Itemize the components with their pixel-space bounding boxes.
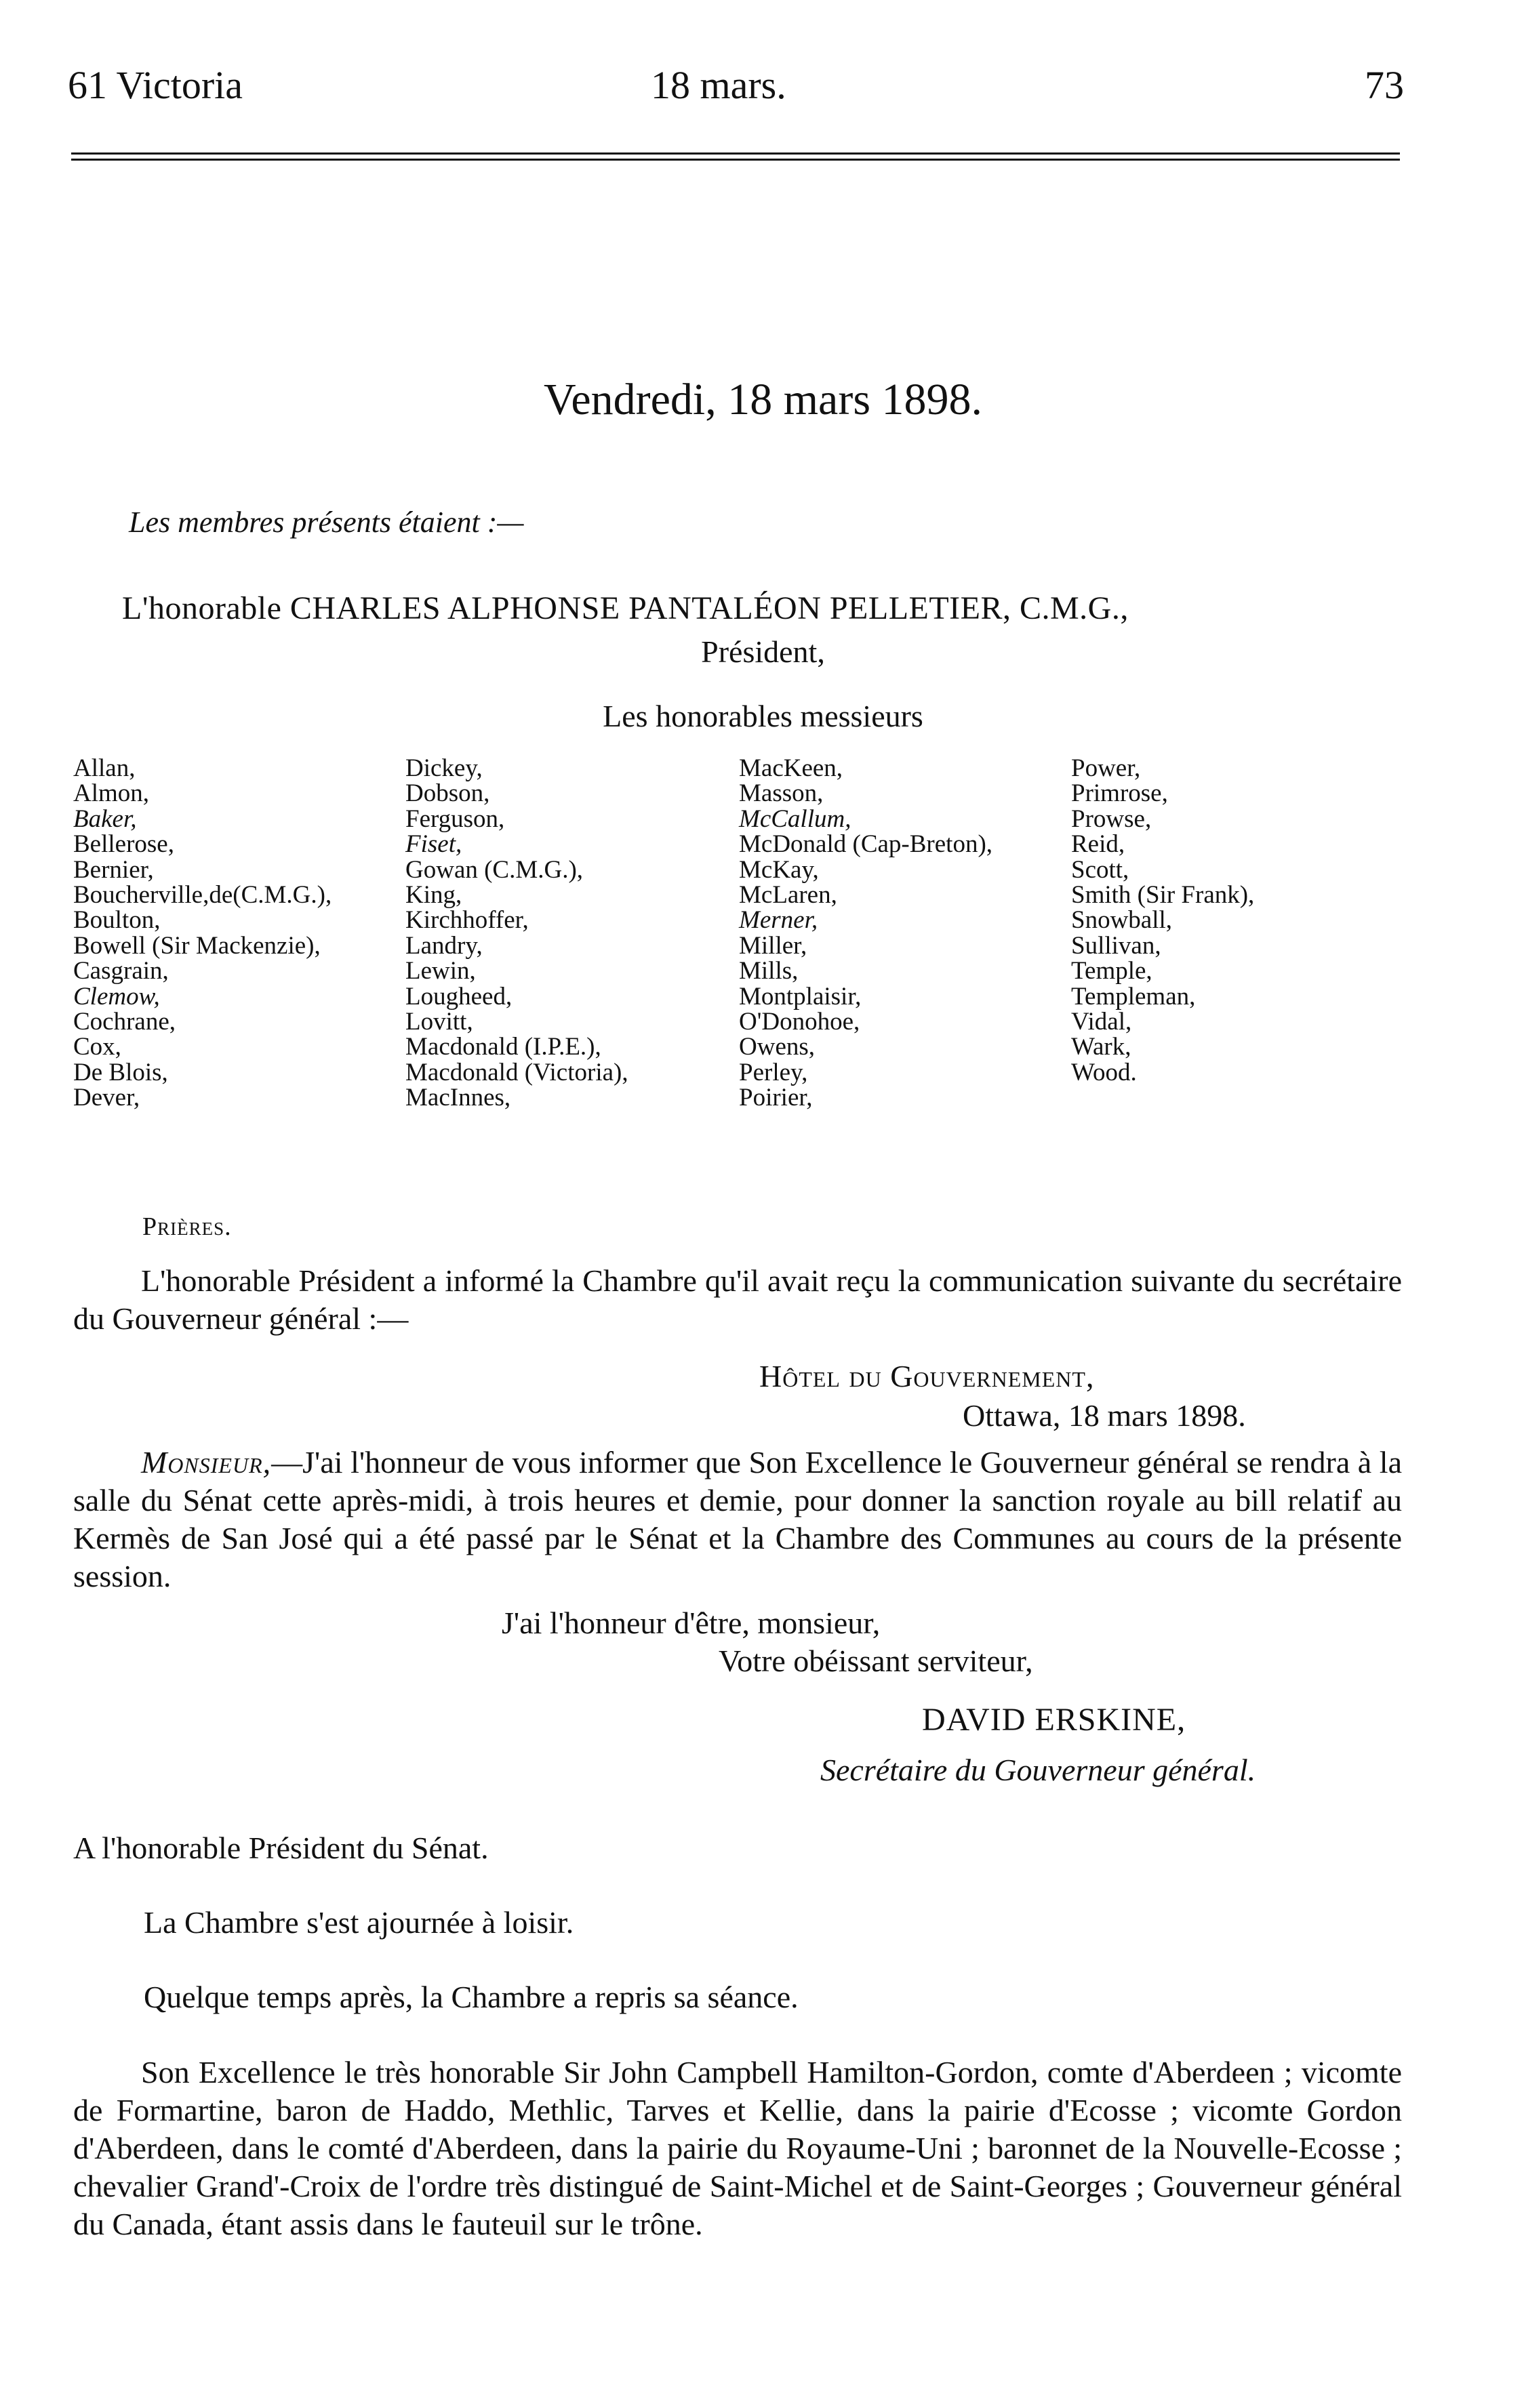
members-column-2 <box>405 756 628 1111</box>
member-name: Boucherville,de(C.M.G.), <box>73 881 332 910</box>
letter-addressee: A l'honorable Président du Sénat. <box>73 1831 489 1865</box>
member-name: Dobson, <box>405 779 490 808</box>
letter-body-text: —J'ai l'honneur de vous informer que Son Excellence le Gouverneur général se rendra à la salle du Sénat cette après-midi, à trois heures et demie, pour donner la sanction royale au bill relatif au Kermès de San José qui a été passé par le Sénat et la Chambre des Communes au cours de la présente session. <box>73 1445 1402 1593</box>
member-name: McCallum, <box>739 804 851 833</box>
letter-address-line1: Hôtel du Gouvernement, <box>759 1359 1095 1393</box>
member-name: Owens, <box>739 1033 816 1061</box>
member-name: Fiset, <box>405 830 462 859</box>
member-name: Snowball, <box>1071 906 1173 935</box>
member-name: Macdonald (I.P.E.), <box>405 1033 601 1061</box>
member-name: Lewin, <box>405 957 476 985</box>
member-name: Gowan (C.M.G.), <box>405 855 584 884</box>
member-name: Allan, <box>73 754 136 782</box>
member-name: Lovitt, <box>405 1008 473 1036</box>
member-name: Perley, <box>739 1058 808 1086</box>
letter-closing-1: J'ai l'honneur d'être, monsieur, <box>502 1606 881 1640</box>
member-name: Casgrain, <box>73 957 169 985</box>
header-date: 18 mars. <box>651 63 786 107</box>
member-name: McDonald (Cap-Breton), <box>739 830 993 859</box>
paragraph-excellence: Son Excellence le très honorable Sir John Campbell Hamilton-Gordon, comte d'Aberdeen ; vicomte de Formartine, baron de Haddo, Methlic, Tarves et Kellie, dans la pairie d'Ecosse ; vicomte Gordon d'Aberdeen, dans le comté d'Aberdeen, dans la pairie du Royaume-Uni ; baronnet de la Nouvelle-Ecosse ; chevalier Grand'-Croix de l'ordre très distingué de Saint-Michel et de Saint-Georges ; Gouverneur général du Canada, étant assis dans le fauteuil sur le trône. <box>73 2055 1402 2241</box>
member-name: Almon, <box>73 779 150 808</box>
member-name: Bellerose, <box>73 830 174 859</box>
member-name: O'Donohoe, <box>739 1008 860 1036</box>
members-column-1 <box>73 756 332 1111</box>
paragraph-adjourn: La Chambre s'est ajournée à loisir. <box>144 1905 574 1940</box>
member-name: MacInnes, <box>405 1084 511 1112</box>
member-name: Power, <box>1071 754 1141 782</box>
member-name: Kirchhoffer, <box>405 906 529 935</box>
header-rule-bottom <box>71 159 1400 161</box>
page-title: Vendredi, 18 mars 1898. <box>543 375 983 424</box>
member-name: Templeman, <box>1071 982 1196 1011</box>
member-name: Ferguson, <box>405 804 505 833</box>
member-name: MacKeen, <box>739 754 843 782</box>
member-name: Poirier, <box>739 1084 813 1112</box>
member-name: Mills, <box>739 957 799 985</box>
header-regnal-year: 61 Victoria <box>68 63 243 107</box>
member-name: Miller, <box>739 931 807 960</box>
header-rule-top <box>71 152 1400 155</box>
member-name: Smith (Sir Frank), <box>1071 881 1255 910</box>
member-name: Bernier, <box>73 855 154 884</box>
letter-body <box>73 1444 1402 1595</box>
member-name: De Blois, <box>73 1058 168 1086</box>
member-name: Scott, <box>1071 855 1129 884</box>
members-column-3 <box>739 756 992 1111</box>
members-intro: Les membres présents étaient :— <box>129 506 524 539</box>
honorables-intro: Les honorables messieurs <box>603 699 923 733</box>
member-name: Masson, <box>739 779 824 808</box>
member-name: Boulton, <box>73 906 161 935</box>
paragraph-resume: Quelque temps après, la Chambre a repris sa séance. <box>144 1980 799 2014</box>
member-name: Wood. <box>1071 1058 1137 1086</box>
section-prieres: Prières. <box>142 1212 232 1241</box>
paragraph-communication: L'honorable Président a informé la Chambre qu'il avait reçu la communication suivante du secrétaire du Gouverneur général :— <box>73 1263 1402 1336</box>
member-name: Temple, <box>1071 957 1152 985</box>
page-number: 73 <box>1365 63 1404 107</box>
president-line: L'honorable CHARLES ALPHONSE PANTALÉON PELLETIER, C.M.G., <box>122 590 1129 626</box>
member-name: Dickey, <box>405 754 483 782</box>
members-column-4 <box>1071 756 1254 1085</box>
member-name: Vidal, <box>1071 1008 1132 1036</box>
member-name: Primrose, <box>1071 779 1168 808</box>
letter-signature-title: Secrétaire du Gouverneur général. <box>820 1753 1256 1787</box>
member-name: Baker, <box>73 804 137 833</box>
member-name: Lougheed, <box>405 982 513 1011</box>
member-name: Cox, <box>73 1033 121 1061</box>
member-name: Dever, <box>73 1084 140 1112</box>
letter-signature: DAVID ERSKINE, <box>922 1702 1186 1738</box>
member-name: Cochrane, <box>73 1008 176 1036</box>
member-name: Prowse, <box>1071 804 1152 833</box>
member-name: McKay, <box>739 855 819 884</box>
member-name: Reid, <box>1071 830 1125 859</box>
member-name: Landry, <box>405 931 483 960</box>
member-name: Sullivan, <box>1071 931 1161 960</box>
member-name: Wark, <box>1071 1033 1131 1061</box>
member-name: Montplaisir, <box>739 982 862 1011</box>
member-name: Merner, <box>739 906 818 935</box>
letter-closing-2: Votre obéissant serviteur, <box>719 1644 1033 1678</box>
member-name: Bowell (Sir Mackenzie), <box>73 931 321 960</box>
member-name: McLaren, <box>739 881 837 910</box>
letter-address-line2: Ottawa, 18 mars 1898. <box>963 1398 1246 1433</box>
member-name: Macdonald (Victoria), <box>405 1058 628 1086</box>
president-title: Président, <box>701 634 825 669</box>
member-name: King, <box>405 881 462 910</box>
member-name: Clemow, <box>73 982 160 1011</box>
letter-salutation: Monsieur, <box>141 1445 272 1480</box>
